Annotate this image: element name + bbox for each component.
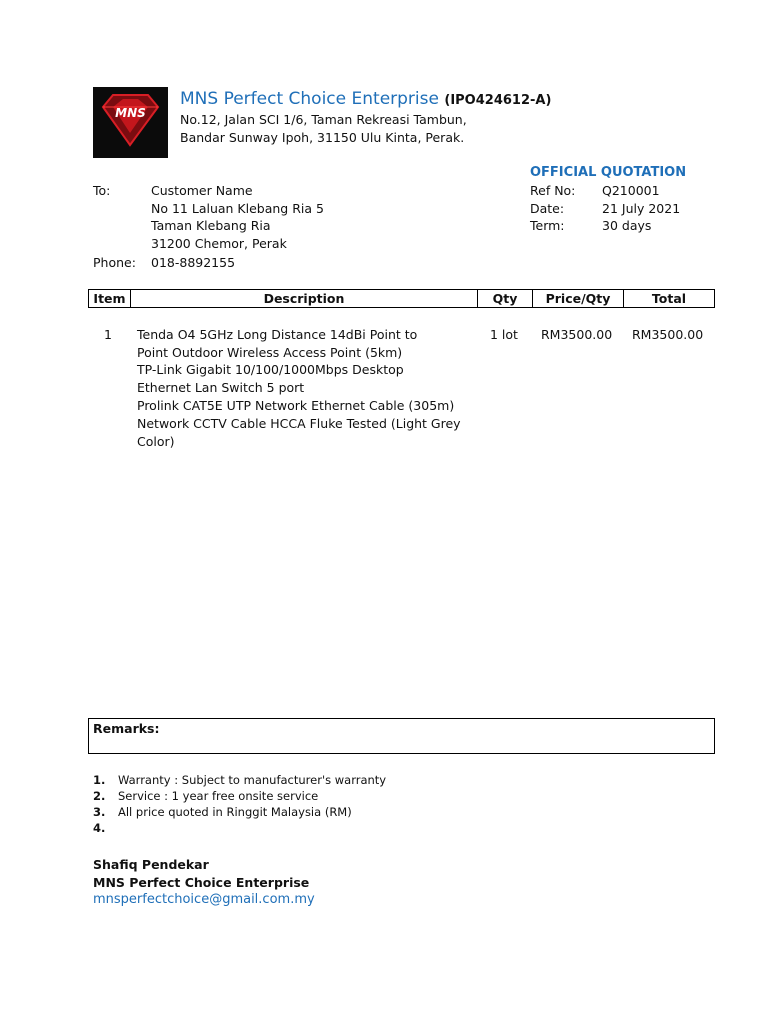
- signatory-name: Shafiq Pendekar: [93, 857, 209, 872]
- header-price: Price/Qty: [533, 290, 624, 307]
- customer-address-line3: 31200 Chemor, Perak: [151, 236, 287, 251]
- remarks-box: [88, 718, 715, 754]
- document-title: OFFICIAL QUOTATION: [530, 165, 687, 180]
- header-item: Item: [89, 290, 131, 307]
- company-logo: [93, 87, 168, 158]
- row-description-line: Point Outdoor Wireless Access Point (5km): [137, 345, 403, 360]
- date-label: Date:: [530, 201, 565, 216]
- remark-item: 1. Warranty : Subject to manufacturer's warranty: [93, 773, 387, 787]
- ref-value: Q210001: [602, 183, 660, 198]
- row-description-line: Network CCTV Cable HCCA Fluke Tested (Light Grey: [137, 416, 461, 431]
- customer-name: Customer Name: [151, 183, 253, 198]
- customer-address-line1: No 11 Laluan Klebang Ria 5: [151, 201, 324, 216]
- row-description-line: Prolink CAT5E UTP Network Ethernet Cable (305m): [137, 398, 455, 413]
- signatory-company: MNS Perfect Choice Enterprise: [93, 875, 310, 890]
- row-item-number: 1: [104, 327, 112, 342]
- header-total: Total: [651, 291, 687, 306]
- row-price: RM3500.00: [541, 327, 613, 342]
- row-qty: 1 lot: [490, 327, 518, 342]
- phone-number: 018-8892155: [151, 255, 236, 270]
- row-description-line: Ethernet Lan Switch 5 port: [137, 380, 305, 395]
- remarks-label: Remarks:: [93, 721, 160, 736]
- company-address-line2: Bandar Sunway Ipoh, 31150 Ulu Kinta, Perak.: [180, 130, 465, 145]
- row-total: RM3500.00: [632, 327, 704, 342]
- contact-email-link[interactable]: mnsperfectchoice@gmail.com.my: [93, 892, 315, 907]
- row-description-line: Tenda O4 5GHz Long Distance 14dBi Point to: [137, 327, 418, 342]
- header-description: Description: [131, 290, 478, 307]
- company-address-line1: No.12, Jalan SCI 1/6, Taman Rekreasi Tambun,: [180, 112, 467, 127]
- company-name: MNS Perfect Choice Enterprise: [180, 89, 439, 109]
- company-name-line: [180, 89, 551, 109]
- date-value: 21 July 2021: [602, 201, 681, 216]
- items-table-header: [88, 289, 715, 308]
- row-description-line: Color): [137, 434, 175, 449]
- header-qty: Qty: [478, 290, 533, 307]
- row-description-line: TP-Link Gigabit 10/100/1000Mbps Desktop: [137, 362, 404, 377]
- remark-item: 3. All price quoted in Ringgit Malaysia (RM): [93, 805, 352, 819]
- customer-address-line2: Taman Klebang Ria: [151, 218, 271, 233]
- term-label: Term:: [530, 218, 565, 233]
- company-reg-no: (IPO424612-A): [444, 93, 552, 108]
- remark-item: 2. Service : 1 year free onsite service: [93, 789, 319, 803]
- phone-label: Phone:: [93, 255, 136, 270]
- ref-label: Ref No:: [530, 183, 576, 198]
- term-value: 30 days: [602, 218, 652, 233]
- to-label: To:: [93, 183, 111, 198]
- svg-text:MNS: MNS: [115, 106, 146, 120]
- remark-item: 4.: [93, 821, 106, 835]
- logo-emblem-icon: [93, 87, 168, 158]
